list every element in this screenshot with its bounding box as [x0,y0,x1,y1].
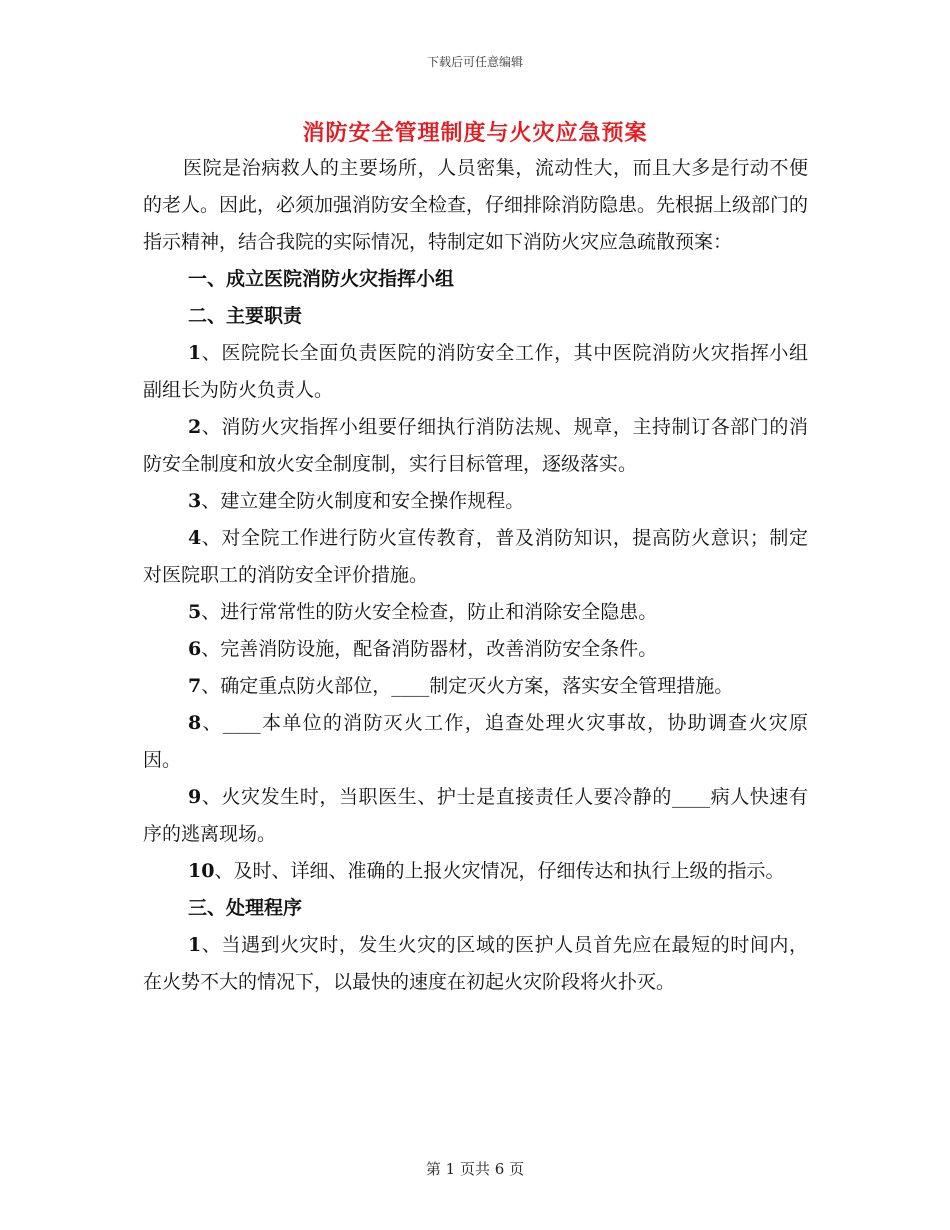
item-text: 、完善消防设施，配备消防器材，改善消防安全条件。 [201,638,658,660]
item-number: 5 [188,601,202,623]
intro-paragraph: 医院是治病救人的主要场所，人员密集，流动性大，而且大多是行动不便的老人。因此，必须加强消防安全检查，仔细排除消防隐患。先根据上级部门的指示精神，结合我院的实际情况，特制定如下消防火灾应急疏散预案： [143,157,809,253]
item-number: 9 [188,786,202,808]
item-number: 1 [188,934,202,956]
item-text: 、火灾发生时，当职医生、护士是直接责任人要冷静的____病人快速有序的逃离现场。 [143,786,808,845]
item-number: 8 [188,712,202,734]
item-text: 、建立建全防火制度和安全操作规程。 [201,490,525,512]
duty-item-4 [143,520,808,594]
item-number: 3 [188,490,202,512]
duty-item-3 [143,483,808,520]
document-body [143,150,808,1001]
item-text: 、当遇到火灾时，发生火灾的区域的医护人员首先应在最短的时间内，在火势不大的情况下，以最快的速度在初起火灾阶段将火扑灭。 [143,934,808,993]
duty-item-8 [143,705,808,779]
item-number: 4 [188,527,202,549]
item-number: 1 [188,342,202,364]
header-note: 下载后可任意编辑 [426,55,523,69]
duty-item-2 [143,409,808,483]
duty-item-6 [143,631,808,668]
section-heading-1: 一、成立医院消防火灾指挥小组 [188,268,455,290]
item-number: 7 [188,675,202,697]
duty-item-10 [143,853,808,890]
duty-item-1 [143,335,808,409]
page-footer: 第 1 页共 6 页 [425,1160,525,1178]
duty-item-9 [143,779,808,853]
item-text: 、____本单位的消防灭火工作，追查处理火灾事故，协助调查火灾原因。 [143,712,808,771]
item-text: 、对全院工作进行防火宣传教育，普及消防知识，提高防火意识；制定对医院职工的消防安全评价措施。 [143,527,808,586]
section-heading-2: 二、主要职责 [188,305,303,327]
procedure-item-1 [143,927,808,1001]
item-number: 6 [188,638,202,660]
duty-item-5 [143,594,808,631]
item-text: 、确定重点防火部位，____制定灭火方案，落实安全管理措施。 [201,675,734,697]
item-text: 、进行常常性的防火安全检查，防止和消除安全隐患。 [201,601,658,623]
item-text: 、消防火灾指挥小组要仔细执行消防法规、规章，主持制订各部门的消防安全制度和放火安全制度制，实行目标管理，逐级落实。 [143,416,808,475]
duty-item-7 [143,668,808,705]
item-text: 、及时、详细、准确的上报火灾情况，仔细传达和执行上级的指示。 [214,860,785,882]
section-heading-3: 三、处理程序 [188,897,303,919]
item-number: 2 [188,416,202,438]
item-number: 10 [188,860,215,882]
item-text: 、医院院长全面负责医院的消防安全工作，其中医院消防火灾指挥小组副组长为防火负责人。 [143,342,808,401]
document-title: 消防安全管理制度与火灾应急预案 [302,120,648,146]
